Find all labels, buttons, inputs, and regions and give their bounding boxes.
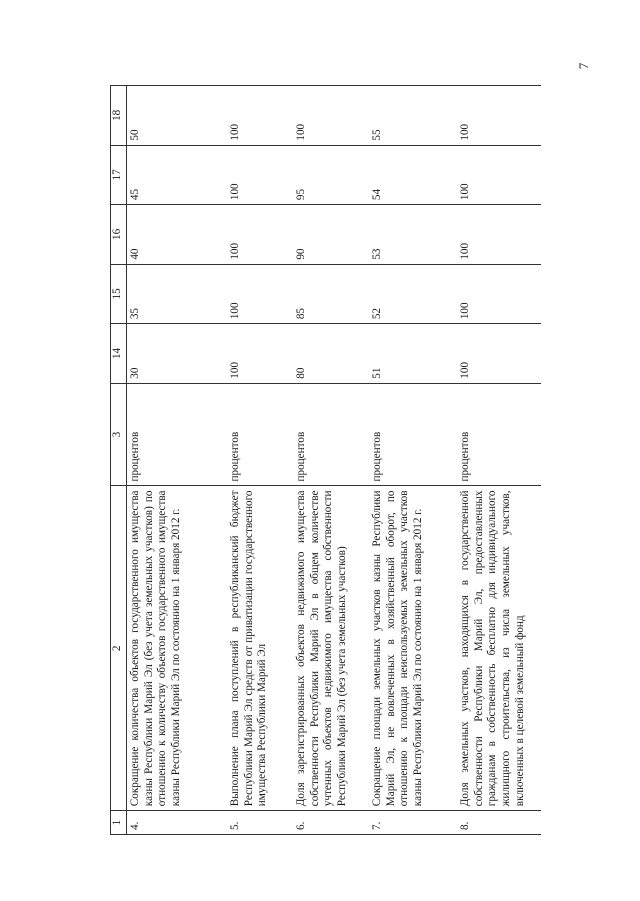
unit-cell: процентов (369, 383, 457, 486)
indicator-text: Сокращение площади земельных участков казны Республики Марий Эл, не вовлеченных в хозяйственный оборот, по отношению к площади неиспользуемых земельных участков казны Республики Марий Эл по состоянию на 1 января 2012 г. (369, 486, 457, 811)
value-cell: 54 (369, 145, 457, 205)
column-header: 1 (111, 811, 127, 835)
column-header: 2 (111, 486, 127, 811)
column-header: 16 (111, 205, 127, 265)
indicators-table (110, 85, 541, 835)
value-cell: 100 (457, 86, 541, 146)
indicator-text: Выполнение плана поступлений в республиканский бюджет Республики Марий Эл средств от приватизации государственного имущества Республики Марий Эл (227, 486, 293, 811)
value-cell: 100 (227, 264, 293, 324)
value-cell: 30 (127, 324, 228, 384)
value-cell: 55 (369, 86, 457, 146)
value-cell: 100 (293, 86, 369, 146)
unit-cell: процентов (227, 383, 293, 486)
value-cell: 50 (127, 86, 228, 146)
row-number: 7. (369, 811, 457, 835)
column-header: 14 (111, 324, 127, 384)
value-cell: 53 (369, 205, 457, 265)
indicator-text: Сокращение количества объектов государственного имущества казны Республики Марий Эл (без учета земельных участков) по отношению к количеству объектов государственного имущества казны Республики Марий Эл по состоянию на 1 января 2012 г. (127, 486, 228, 811)
indicator-text: Доля зарегистрированных объектов недвижимого имущества собственности Республики Марий Эл в общем количестве учтенных объектов недвижимого имущества собственности Республики Марий Эл (без учета земельных участков) (293, 486, 369, 811)
value-cell: 100 (227, 324, 293, 384)
column-header: 17 (111, 145, 127, 205)
value-cell: 90 (293, 205, 369, 265)
value-cell: 51 (369, 324, 457, 384)
value-cell: 100 (227, 86, 293, 146)
column-header: 18 (111, 86, 127, 146)
value-cell: 100 (227, 145, 293, 205)
page-number: 7 (576, 62, 591, 70)
value-cell: 100 (457, 205, 541, 265)
table-row (227, 86, 293, 835)
value-cell: 40 (127, 205, 228, 265)
table-row (293, 86, 369, 835)
unit-cell: процентов (457, 383, 541, 486)
value-cell: 100 (457, 324, 541, 384)
column-header: 15 (111, 264, 127, 324)
value-cell: 95 (293, 145, 369, 205)
row-number: 4. (127, 811, 228, 835)
column-header: 3 (111, 383, 127, 486)
value-cell: 100 (457, 264, 541, 324)
value-cell: 100 (227, 205, 293, 265)
indicators-table-sheet (110, 85, 530, 835)
value-cell: 85 (293, 264, 369, 324)
row-number: 5. (227, 811, 293, 835)
unit-cell: процентов (127, 383, 228, 486)
unit-cell: процентов (293, 383, 369, 486)
indicator-text: Доля земельных участков, находящихся в государственной собственности Республики Марий Эл, предоставленных гражданам в собственность бесплатно для индивидуального жилищного строительства, из числа земельных участков, включенных в целевой земельный фонд (457, 486, 541, 811)
value-cell: 45 (127, 145, 228, 205)
value-cell: 80 (293, 324, 369, 384)
value-cell: 35 (127, 264, 228, 324)
column-number-header-row (111, 86, 127, 835)
value-cell: 100 (457, 145, 541, 205)
table-row (127, 86, 228, 835)
table-row (369, 86, 457, 835)
table-row (457, 86, 541, 835)
value-cell: 52 (369, 264, 457, 324)
row-number: 6. (293, 811, 369, 835)
row-number: 8. (457, 811, 541, 835)
